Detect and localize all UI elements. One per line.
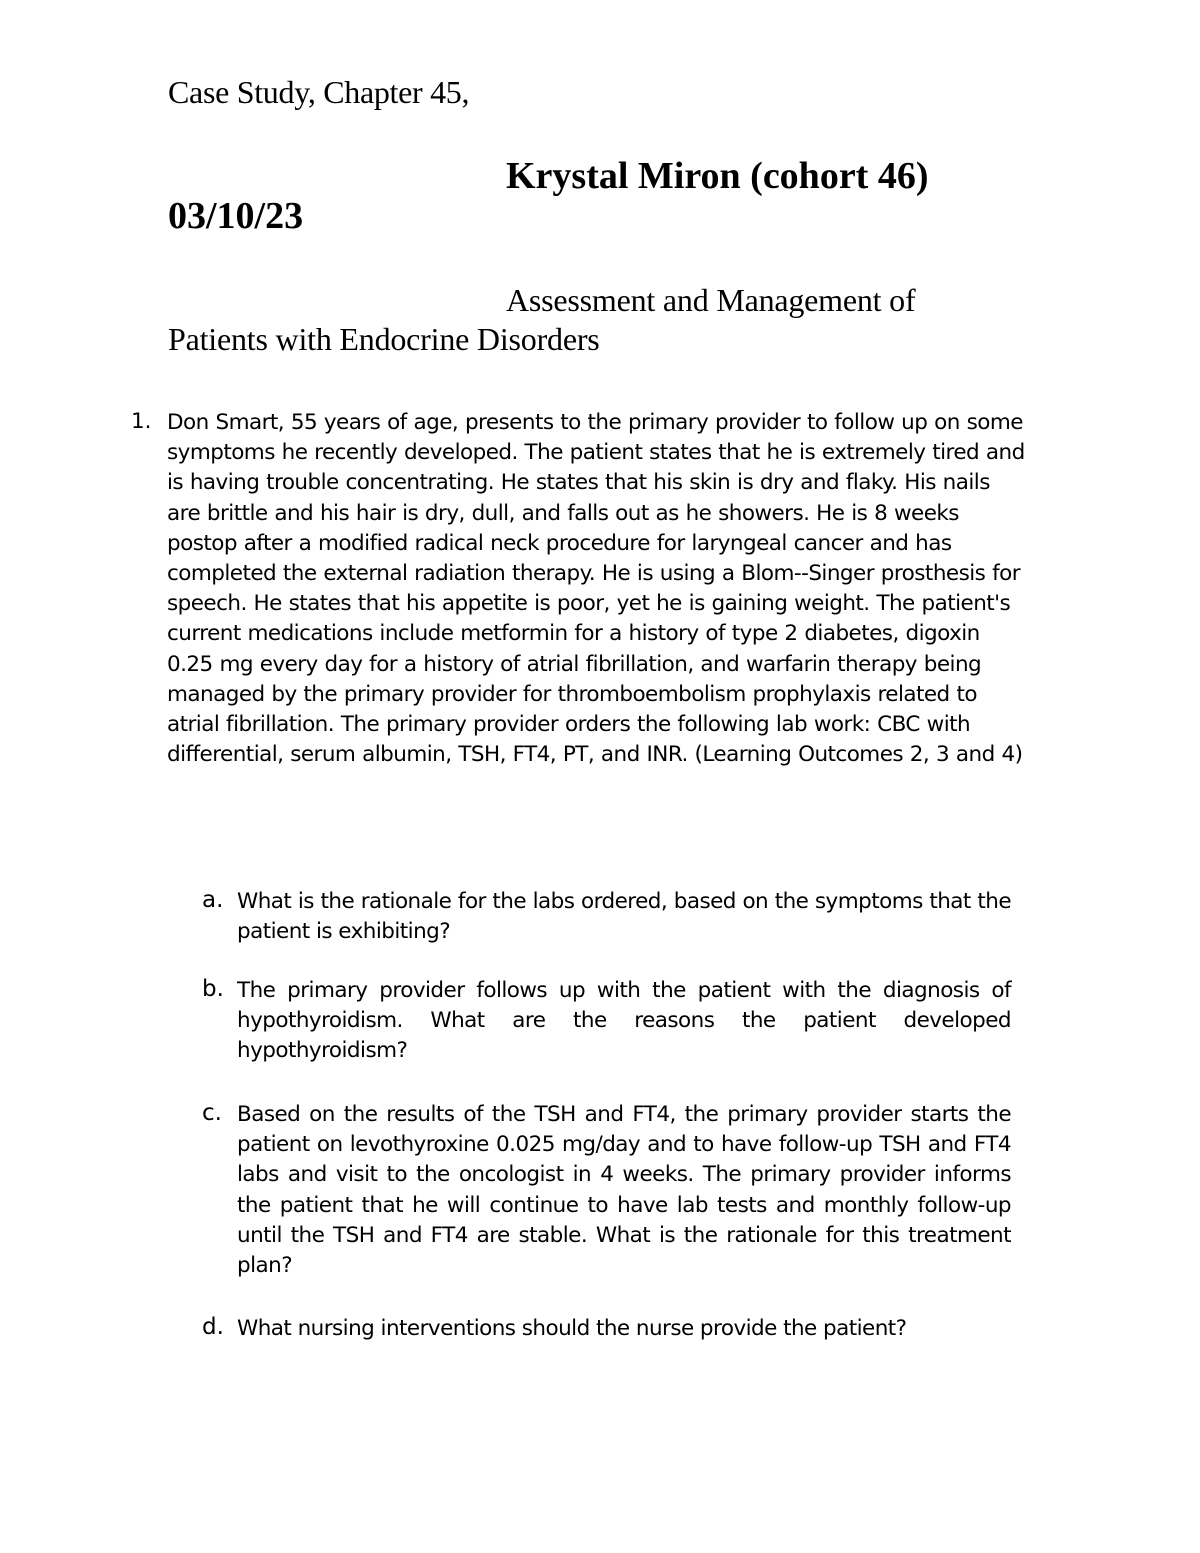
question-scenario-text: Don Smart, 55 years of age, presents to the primary provider to follow up on some symptoms he recently developed. The patient states that he is extremely tired and is having trouble concentrating. He states that his skin is dry and flaky. His nails are brittle and his hair is dry, dull, and falls out as he showers. He is 8 weeks postop after a modified radical neck procedure for laryngeal cancer and has completed the external radiation therapy. He is using a Blom--Singer prosthesis for speech. He states that his appetite is poor, yet he is gaining weight. The patient's current medications include metformin for a history of type 2 diabetes, digoxin 0.25 mg every day for a history of atrial fibrillation, and warfarin therapy being managed by the primary provider for thromboembolism prophylaxis related to atrial fibrillation. The primary provider orders the following lab work: CBC with differential, serum albumin, TSH, FT4, PT, and INR. (Learning Outcomes 2, 3 and 4) [167,410,1025,768]
subquestion-marker: d. [202,1314,224,1340]
subquestion-marker: a. [202,887,224,913]
author-name: Krystal Miron (cohort 46) [506,155,929,197]
case-study-title: Case Study, Chapter 45, [168,74,470,110]
subquestion-text: Based on the results of the TSH and FT4, the primary provider starts the patient on levothyroxine 0.025 mg/day and to have follow-up TSH and FT4 labs and visit to the oncologist in 4 weeks. The primary provider informs the patient that he will continue to have lab tests and monthly follow-up until the TSH and FT4 are stable. What is the rationale for this treatment plan? [237,1102,1011,1279]
subtitle-line-1: Assessment and Management of [506,282,916,318]
subquestion-marker: b. [202,976,224,1002]
document-header [0,0,1200,380]
subtitle-line-2: Patients with Endocrine Disorders [168,321,600,357]
subquestion-text: The primary provider follows up with the patient with the diagnosis of hypothyroidism. What are the reasons the patient developed hypothyroidism? [237,978,1011,1064]
subquestion-text: What is the rationale for the labs ordered, based on the symptoms that the patient is exhibiting? [237,889,1011,945]
question-number: 1. [131,409,152,434]
subquestion-text: What nursing interventions should the nurse provide the patient? [237,1316,907,1341]
document-date: 03/10/23 [168,195,304,237]
subquestion-marker: c. [202,1100,222,1126]
